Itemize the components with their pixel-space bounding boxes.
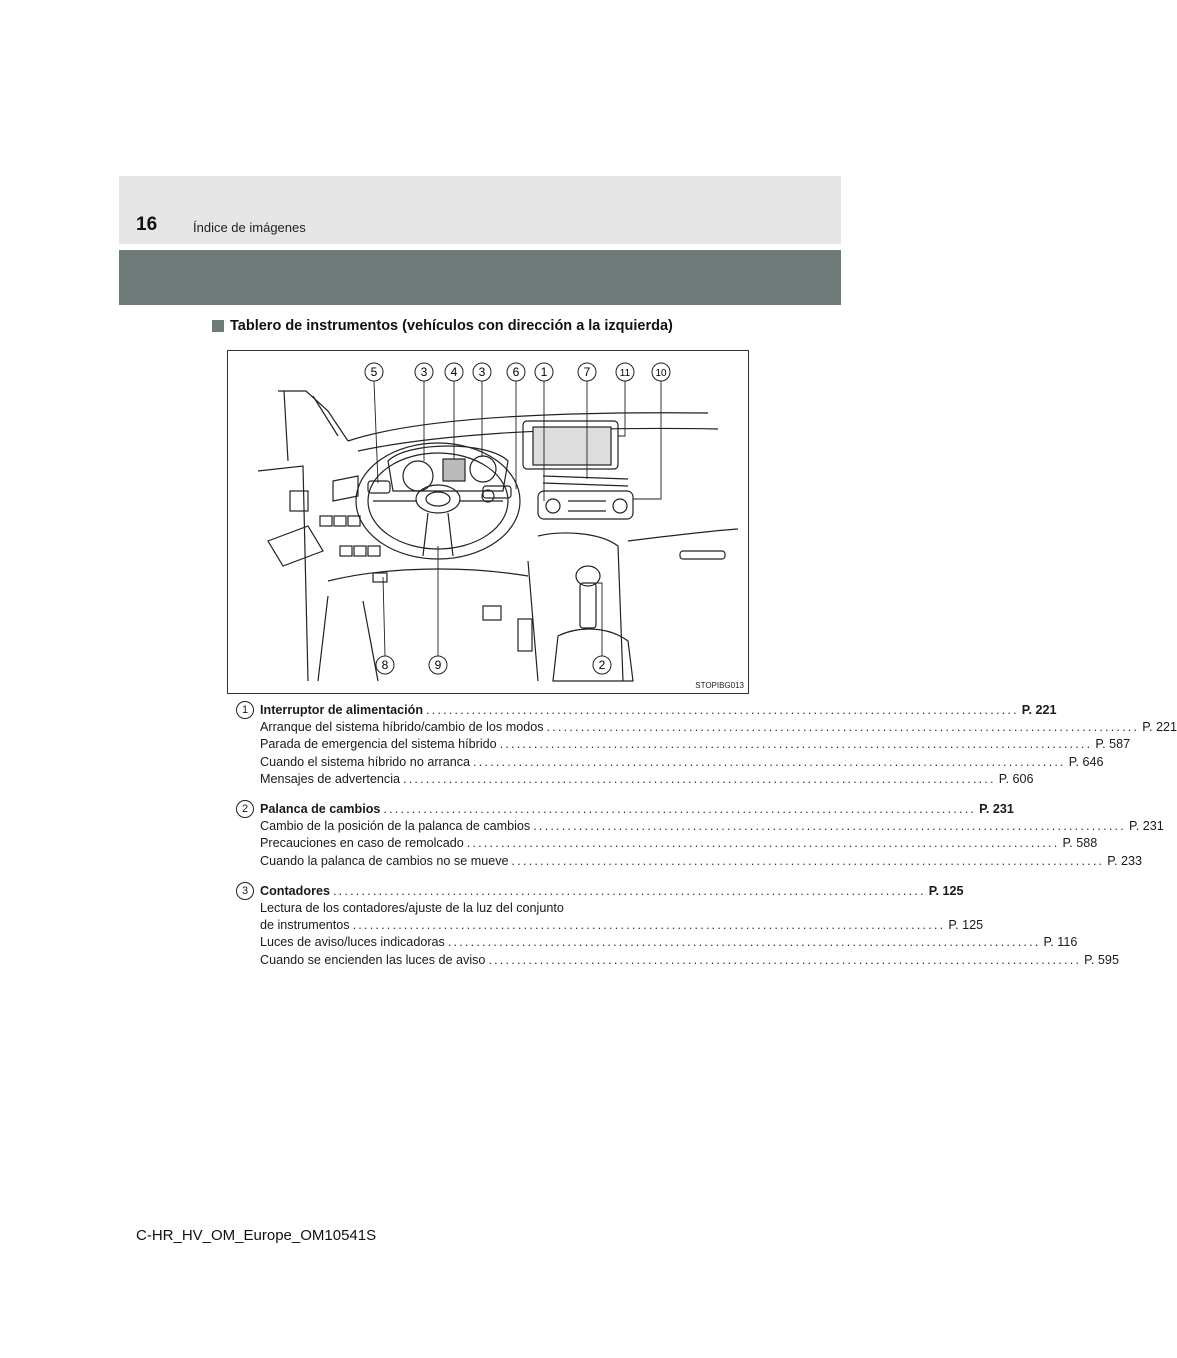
square-bullet-icon	[212, 320, 224, 332]
callout-label: 3	[420, 365, 428, 379]
page-ref[interactable]: P. 595	[1084, 952, 1119, 967]
subheading-text: Tablero de instrumentos (vehículos con dirección a la izquierda)	[230, 318, 673, 334]
entry-item-text: Mensajes de advertencia	[260, 771, 401, 786]
figure-code: STOPIBG013	[695, 681, 744, 690]
callout-label: 9	[434, 658, 442, 672]
callout-10	[652, 363, 670, 381]
entry-title: Palanca de cambios	[260, 802, 381, 817]
entry-item-text: Cuando la palanca de cambios no se mueve	[260, 853, 509, 868]
entry-item-text: Precauciones en caso de remolcado	[260, 836, 464, 851]
callout-3	[415, 363, 433, 381]
callout-label: 10	[655, 368, 667, 379]
callout-label: 6	[512, 365, 520, 379]
callout-label: 8	[381, 658, 389, 672]
entry-title: Interruptor de alimentación	[260, 703, 424, 717]
callout-9	[429, 656, 447, 674]
callout-label: 2	[598, 658, 606, 672]
callouts-top	[365, 363, 670, 381]
entry-item: Cuando la palanca de cambios no se mueve ........................................................................................................ P. 233	[260, 853, 726, 870]
entry-item-text: de instrumentos	[260, 918, 350, 933]
callout-label: 11	[619, 368, 631, 379]
page-ref[interactable]: P. 587	[1095, 737, 1131, 752]
page-ref[interactable]: P. 125	[928, 883, 964, 898]
callout-11	[616, 363, 634, 381]
callout-5	[365, 363, 383, 381]
dashboard-drawing	[228, 351, 748, 693]
entry-item-text: Lectura de los contadores/ajuste de la luz del conjunto	[260, 901, 564, 916]
page-ref[interactable]: P. 125	[948, 918, 984, 933]
footer-doc-id: C-HR_HV_OM_Europe_OM10541S	[136, 1227, 377, 1244]
entry-3	[236, 883, 1119, 969]
page-ref[interactable]: P. 606	[998, 771, 1034, 786]
page-ref[interactable]: P. 231	[979, 802, 1014, 817]
callout-label: 7	[583, 365, 591, 379]
callouts-bottom	[376, 656, 611, 674]
entry-2	[236, 801, 1164, 870]
callout-label: 5	[370, 365, 378, 379]
dashboard-illustration	[227, 350, 749, 694]
callout-7	[578, 363, 596, 381]
page-number: 16	[136, 214, 158, 235]
entry-item: Precauciones en caso de remolcado ........................................................................................................ P. 588	[260, 835, 726, 852]
entry-item: Cambio de la posición de la palanca de cambios ........................................................................................................ P. 231	[260, 818, 726, 835]
page-ref[interactable]: P. 646	[1068, 754, 1104, 769]
entry-item-text: Cuando se encienden las luces de aviso	[260, 952, 486, 967]
entry-item: de instrumentos ........................................................................................................ P. 125	[260, 917, 726, 934]
page-ref[interactable]: P. 233	[1107, 853, 1143, 868]
entry-item: Mensajes de advertencia ........................................................................................................ P. 606	[260, 771, 726, 788]
callout-label: 4	[450, 365, 458, 379]
page-ref[interactable]: P. 116	[1043, 935, 1078, 950]
section-title: Índice de imágenes	[193, 220, 306, 235]
entry-number: 1	[236, 701, 254, 719]
entry-item	[260, 900, 726, 917]
entry-1	[236, 702, 1177, 788]
entry-item-text: Arranque del sistema híbrido/cambio de los modos	[260, 720, 544, 735]
page-ref[interactable]: P. 221	[1142, 720, 1177, 735]
callout-8	[376, 656, 394, 674]
entry-number: 3	[236, 882, 254, 900]
page-ref[interactable]: P. 588	[1062, 836, 1098, 851]
index-entries	[236, 702, 1177, 982]
entry-title-line: Contadores ........................................................................................................ P. 125	[260, 883, 726, 900]
header-dark-band	[119, 250, 841, 305]
page-ref[interactable]: P. 221	[1021, 703, 1057, 717]
callout-3b	[473, 363, 491, 381]
callout-6	[507, 363, 525, 381]
entry-item: Cuando se encienden las luces de aviso ........................................................................................................ P. 595	[260, 952, 726, 969]
entry-item-text: Cuando el sistema híbrido no arranca	[260, 754, 471, 769]
callout-4	[445, 363, 463, 381]
subheading	[212, 318, 673, 334]
entry-title: Contadores	[260, 883, 330, 898]
entry-title-line: Interruptor de alimentación ........................................................................................................ P. 221	[260, 702, 726, 719]
callout-2	[593, 656, 611, 674]
entry-item: Luces de aviso/luces indicadoras ........................................................................................................ P. 116	[260, 934, 726, 951]
entry-number: 2	[236, 800, 254, 818]
entry-item-text: Cambio de la posición de la palanca de cambios	[260, 819, 531, 834]
callout-label: 1	[540, 365, 548, 379]
entry-item: Parada de emergencia del sistema híbrido ........................................................................................................ P. 587	[260, 736, 726, 753]
entry-item: Arranque del sistema híbrido/cambio de los modos ........................................................................................................ P. 221	[260, 719, 726, 736]
callout-label: 3	[478, 365, 486, 379]
entry-item-text: Parada de emergencia del sistema híbrido	[260, 737, 497, 752]
entry-item: Cuando el sistema híbrido no arranca ........................................................................................................ P. 646	[260, 754, 726, 771]
callout-1	[535, 363, 553, 381]
entry-title-line: Palanca de cambios ........................................................................................................ P. 231	[260, 801, 726, 818]
page-ref[interactable]: P. 231	[1128, 819, 1164, 834]
entry-item-text: Luces de aviso/luces indicadoras	[260, 935, 445, 950]
